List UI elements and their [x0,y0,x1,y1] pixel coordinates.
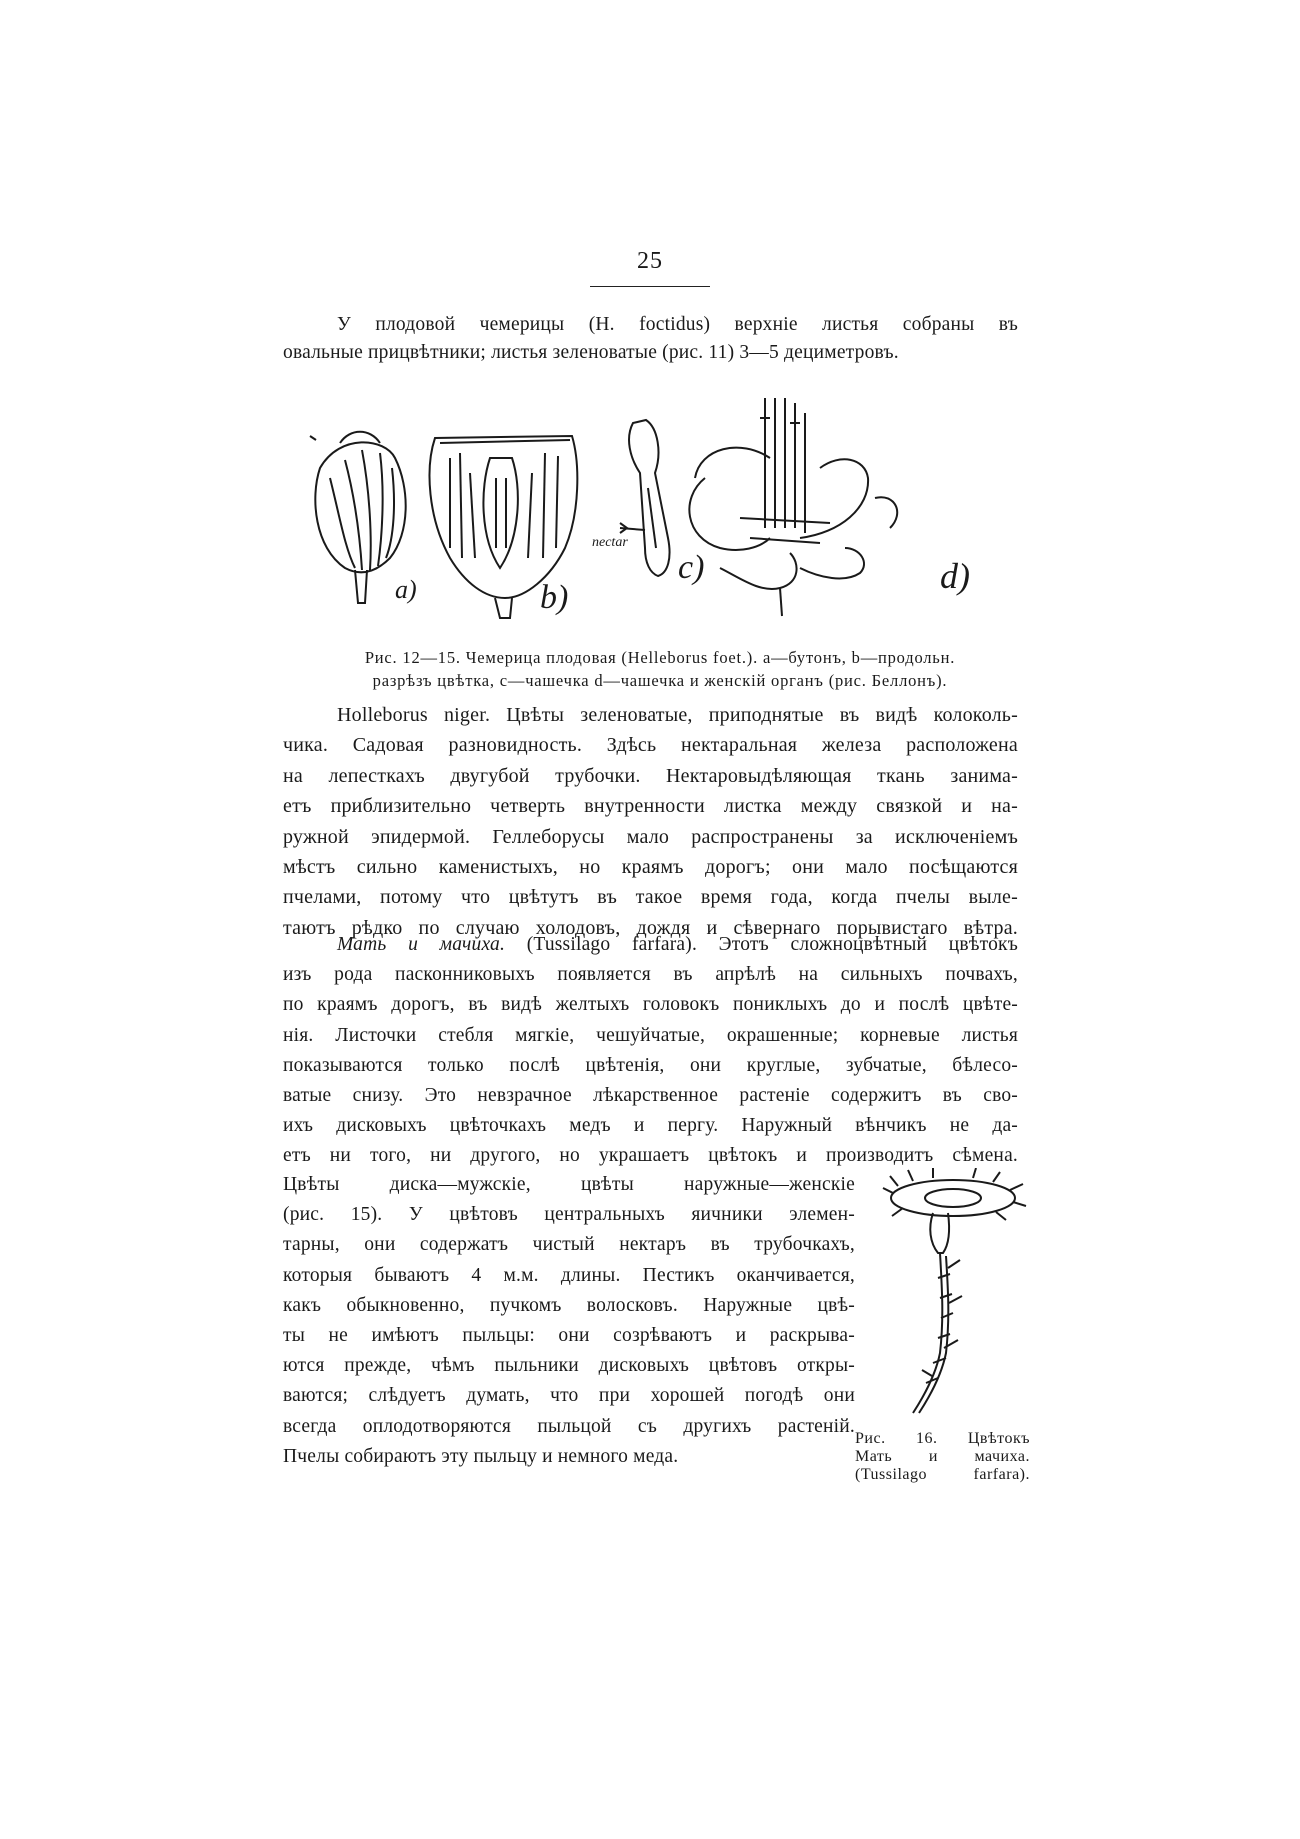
text-line: какъ обыкновенно, пучкомъ волосковъ. Наружные цвѣ- [283,1294,855,1316]
text-line: которыя бываютъ 4 м.м. длины. Пестикъ оканчивается, [283,1264,855,1286]
figure-c-nectary [620,420,670,576]
figure-label-a: a) [395,575,417,604]
text-line: етъ ни того, ни другого, но украшаетъ цвѣтокъ и производитъ сѣмена. [283,1145,1018,1167]
text-line: ихъ дисковыхъ цвѣточкахъ медъ и пергу. Наружный вѣнчикъ не да- [283,1115,1018,1137]
figure-a-bud [310,432,406,603]
caption-line: Рис. 12—15. Чемерица плодовая (Helleborus foet.). a—бутонъ, b—продольн. [364,648,956,667]
text-line: овальные прицвѣтники; листья зеленоватые (рис. 11) 3—5 дециметровъ. [283,341,899,363]
figure-label-nectar: nectar [592,535,628,550]
page-number-rule [590,286,710,287]
text-line: пчелами, потому что цвѣтутъ въ такое время года, когда пчелы выле- [283,886,1018,909]
text-line: изъ рода пасконниковыхъ появляется въ апрѣлѣ на сильныхъ почвахъ, [283,964,1018,986]
text-line: етъ приблизительно четверть внутренности листка между связкой и на- [283,795,1018,818]
text-line: ются прежде, чѣмъ пыльники дисковыхъ цвѣтовъ откры- [283,1355,855,1377]
hellebore-figures-12-15 [300,398,1020,628]
text-line: Пчелы собираютъ эту пыльцу и немного меда. [283,1445,679,1467]
text-line: чика. Садовая разновидность. Здѣсь нектаральная железа расположена [283,734,1018,757]
text-line-rest: (Tussilago farfara). Этотъ сложноцвѣтный цвѣтокъ [505,934,1018,955]
text-line: ватые снизу. Это невзрачное лѣкарственное растенiе содержитъ въ сво- [283,1085,1018,1107]
caption-line: (Tussilago farfara). [855,1466,1030,1483]
text-line: тарны, они содержатъ чистый нектаръ въ трубочкахъ, [283,1234,855,1256]
text-line: показываются только послѣ цвѣтенiя, они круглые, зубчатые, бѣлесо- [283,1054,1018,1076]
caption-line: Рис. 16. Цвѣтокъ [855,1430,1030,1447]
paragraph-tussilago-flowers [283,1170,855,1472]
text-line: У плодовой чемерицы (H. foctidus) верхнiе листья собраны въ [337,314,1018,335]
text-line [283,930,1018,960]
text-line: нiя. Листочки стебля мягкiе, чешуйчатые, окрашенные; корневые листья [283,1024,1018,1046]
figure-label-b: b) [540,579,569,616]
text-line: ружной эпидермой. Геллеборусы мало распространены за исключенiемъ [283,825,1018,848]
paragraph-hellebore-foetidus [283,311,1018,366]
figure-label-d: d) [940,556,970,596]
text-line: Цвѣты диска—мужскiе, цвѣты наружные—женскiе [283,1174,855,1195]
text-line: всегда оплодотворяются пыльцой съ другихъ растенiй. [283,1415,855,1437]
species-name: Мать и мачиха. [337,934,506,955]
paragraph-tussilago [283,930,1018,1172]
figure-label-c: c) [678,549,705,586]
text-line: на лепесткахъ двугубой трубочки. Нектаровыдѣляющая ткань занима- [283,764,1018,787]
page-number: 25 [637,248,663,274]
text-line: ваются; слѣдуетъ думать, что при хорошей погодѣ они [283,1385,855,1407]
text-line: ты не имѣютъ пыльцы: они созрѣваютъ и раскрыва- [283,1325,855,1347]
text-line: таютъ рѣдко по случаю холодовъ, дождя и сѣвернаго порывистаго вѣтра. [283,916,1018,939]
caption-figures-12-15 [300,646,1020,692]
coltsfoot-illustration [878,1168,1030,1418]
text-line: мѣстъ сильно каменистыхъ, но краямъ дорогъ; они мало посѣщаются [283,856,1018,879]
paragraph-helleborus-niger [283,700,1018,943]
caption-figure-16 [855,1430,1030,1484]
hellebore-illustrations [300,398,1020,628]
caption-line: Мать и мачиха. [855,1448,1030,1465]
coltsfoot-figure-16 [878,1168,1030,1418]
text-line: Holleborus niger. Цвѣты зеленоватые, приподнятые въ видѣ колоколь- [337,704,1018,726]
text-line: (рис. 15). У цвѣтовъ центральныхъ яичники элемен- [283,1204,855,1226]
figure-d-open-flower [689,398,897,616]
caption-line: разрѣзъ цвѣтка, c—чашечка d—чашечка и женскiй органъ (рис. Беллонъ). [372,671,948,690]
text-line: по краямъ дорогъ, въ видѣ желтыхъ головокъ пониклыхъ до и послѣ цвѣте- [283,994,1018,1016]
